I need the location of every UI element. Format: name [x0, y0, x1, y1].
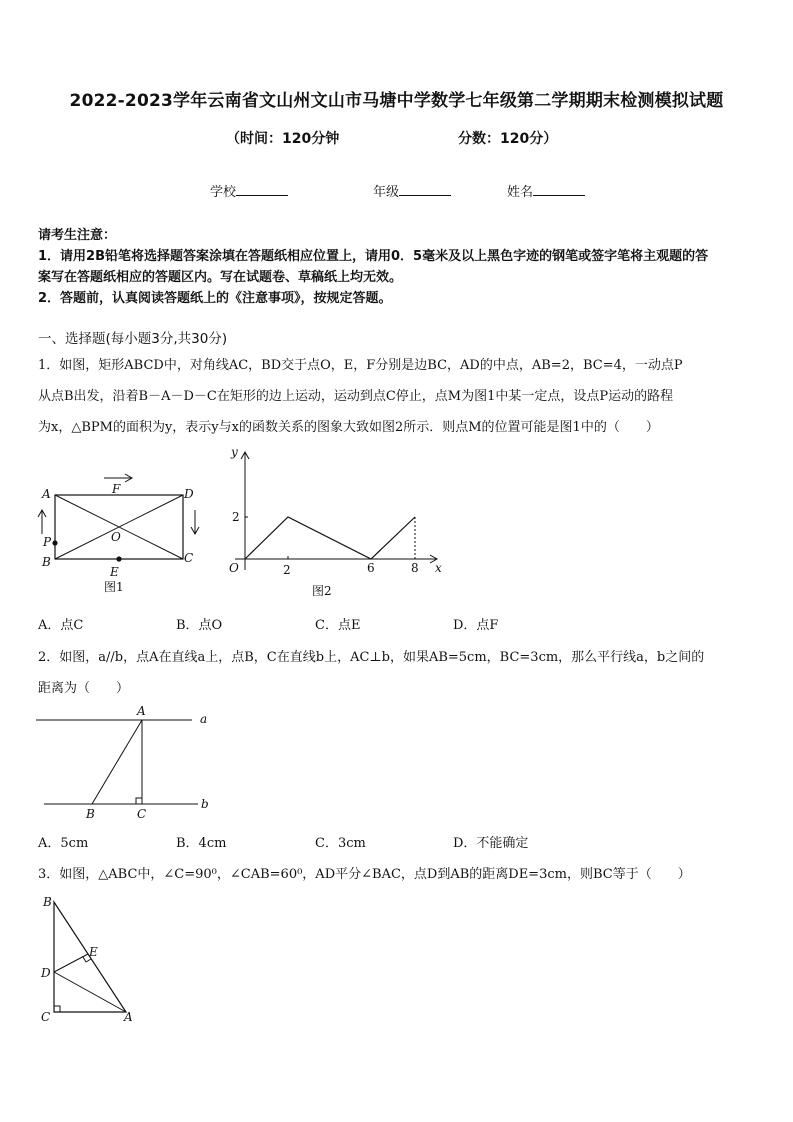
- school-label: 学校: [210, 185, 237, 200]
- q1-option-b[interactable]: B．点O: [176, 618, 223, 633]
- notice-line-1: 1．请用2B铅笔将选择题答案涂填在答题纸相应位置上，请用0．5毫米及以上黑色字迹的钢笔或签字笔将主观题的答: [38, 249, 709, 264]
- tick-label-y-2: 2: [232, 510, 240, 524]
- q1-option-d[interactable]: D．点F: [453, 618, 499, 633]
- label-line-a: a: [200, 712, 208, 726]
- q2-option-c[interactable]: C．3cm: [315, 836, 366, 851]
- q2-option-b[interactable]: B．4cm: [176, 836, 227, 851]
- q3-line-1: 3．如图，△ABC中，∠C=90⁰，∠CAB=60⁰，AD平分∠BAC，点D到AB的距离DE=3cm，则BC等于（ ）: [38, 867, 691, 882]
- name-field[interactable]: [507, 181, 585, 200]
- name-blank[interactable]: [533, 182, 585, 196]
- segment-ad: [54, 972, 126, 1012]
- notice-heading: 请考生注意：: [38, 228, 117, 243]
- q1-figure-2: [225, 440, 455, 605]
- y-axis-label: y: [231, 445, 238, 459]
- label-p: P: [43, 535, 52, 549]
- fig2-caption: 图2: [312, 584, 332, 598]
- q1-line-1: 1．如图，矩形ABCD中，对角线AC，BD交于点O，E，F分别是边BC，AD的中点，AB=2，BC=4，一动点P: [38, 358, 683, 373]
- q1-option-a[interactable]: A．点C: [38, 618, 84, 633]
- label-e-vertex: E: [89, 945, 98, 959]
- x-axis-label: x: [435, 561, 442, 575]
- q2-option-a[interactable]: A．5cm: [38, 836, 89, 851]
- tick-label-x-6: 6: [367, 561, 375, 575]
- point-p: [52, 540, 57, 545]
- label-o: O: [111, 530, 121, 544]
- label-a-vertex: A: [124, 1010, 133, 1024]
- q2-line-1: 2．如图，a//b，点A在直线a上，点B，C在直线b上，AC⊥b，如果AB=5cm，BC=3cm，那么平行线a，b之间的: [38, 650, 705, 665]
- label-d-vertex: D: [41, 966, 51, 980]
- notice-line-3: 2．答题前，认真阅读答题纸上的《注意事项》，按规定答题。: [38, 291, 392, 306]
- right-angle-mark: [136, 798, 142, 804]
- exam-title: 2022-2023学年云南省文山州文山市马塘中学数学七年级第二学期期末检测模拟试题: [69, 91, 724, 111]
- label-d: D: [184, 487, 194, 501]
- q3-figure: [30, 890, 150, 1030]
- school-field[interactable]: [210, 181, 288, 200]
- point-e: [116, 556, 121, 561]
- segment-ab: [92, 720, 142, 804]
- segment-de: [54, 954, 88, 972]
- label-a-point: A: [137, 704, 146, 718]
- q2-line-2: 距离为（ ）: [38, 681, 130, 696]
- exam-score: 分数：120分）: [458, 131, 558, 147]
- label-b: B: [42, 555, 51, 569]
- q2-figure: [30, 700, 230, 825]
- grade-field[interactable]: [373, 181, 451, 200]
- q1-figure-1: [30, 470, 210, 600]
- fig1-caption: 图1: [104, 580, 124, 594]
- label-b-vertex: B: [43, 895, 52, 909]
- q2-option-d[interactable]: D．不能确定: [453, 836, 529, 851]
- origin-label: O: [229, 561, 239, 575]
- label-e: E: [110, 565, 119, 579]
- tick-label-x-8: 8: [411, 561, 419, 575]
- q1-option-c[interactable]: C．点E: [315, 618, 361, 633]
- exam-time: （时间：120分钟: [226, 131, 340, 147]
- label-f: F: [112, 482, 121, 496]
- label-a: A: [42, 487, 51, 501]
- label-b-point: B: [86, 807, 95, 821]
- section-heading: 一、选择题(每小题3分,共30分): [38, 331, 228, 347]
- q1-line-3: 为x，△BPM的面积为y，表示y与x的函数关系的图象大致如图2所示．则点M的位置可能是图1中的（ ）: [38, 420, 659, 435]
- name-label: 姓名: [507, 185, 534, 200]
- tick-label-x-2: 2: [283, 563, 291, 577]
- label-c-vertex: C: [41, 1010, 51, 1024]
- label-c: C: [184, 551, 194, 565]
- notice-line-2: 案写在答题纸相应的答题区内。写在试题卷、草稿纸上均无效。: [38, 270, 403, 285]
- grade-blank[interactable]: [399, 182, 451, 196]
- right-angle-c: [54, 1006, 60, 1012]
- q1-line-2: 从点B出发，沿着B－A－D－C在矩形的边上运动，运动到点C停止，点M为图1中某一定点，设点P运动的路程: [38, 389, 674, 404]
- grade-label: 年级: [373, 185, 400, 200]
- graph-line: [245, 517, 415, 559]
- label-c-point: C: [137, 807, 147, 821]
- school-blank[interactable]: [236, 182, 288, 196]
- label-line-b: b: [201, 797, 209, 811]
